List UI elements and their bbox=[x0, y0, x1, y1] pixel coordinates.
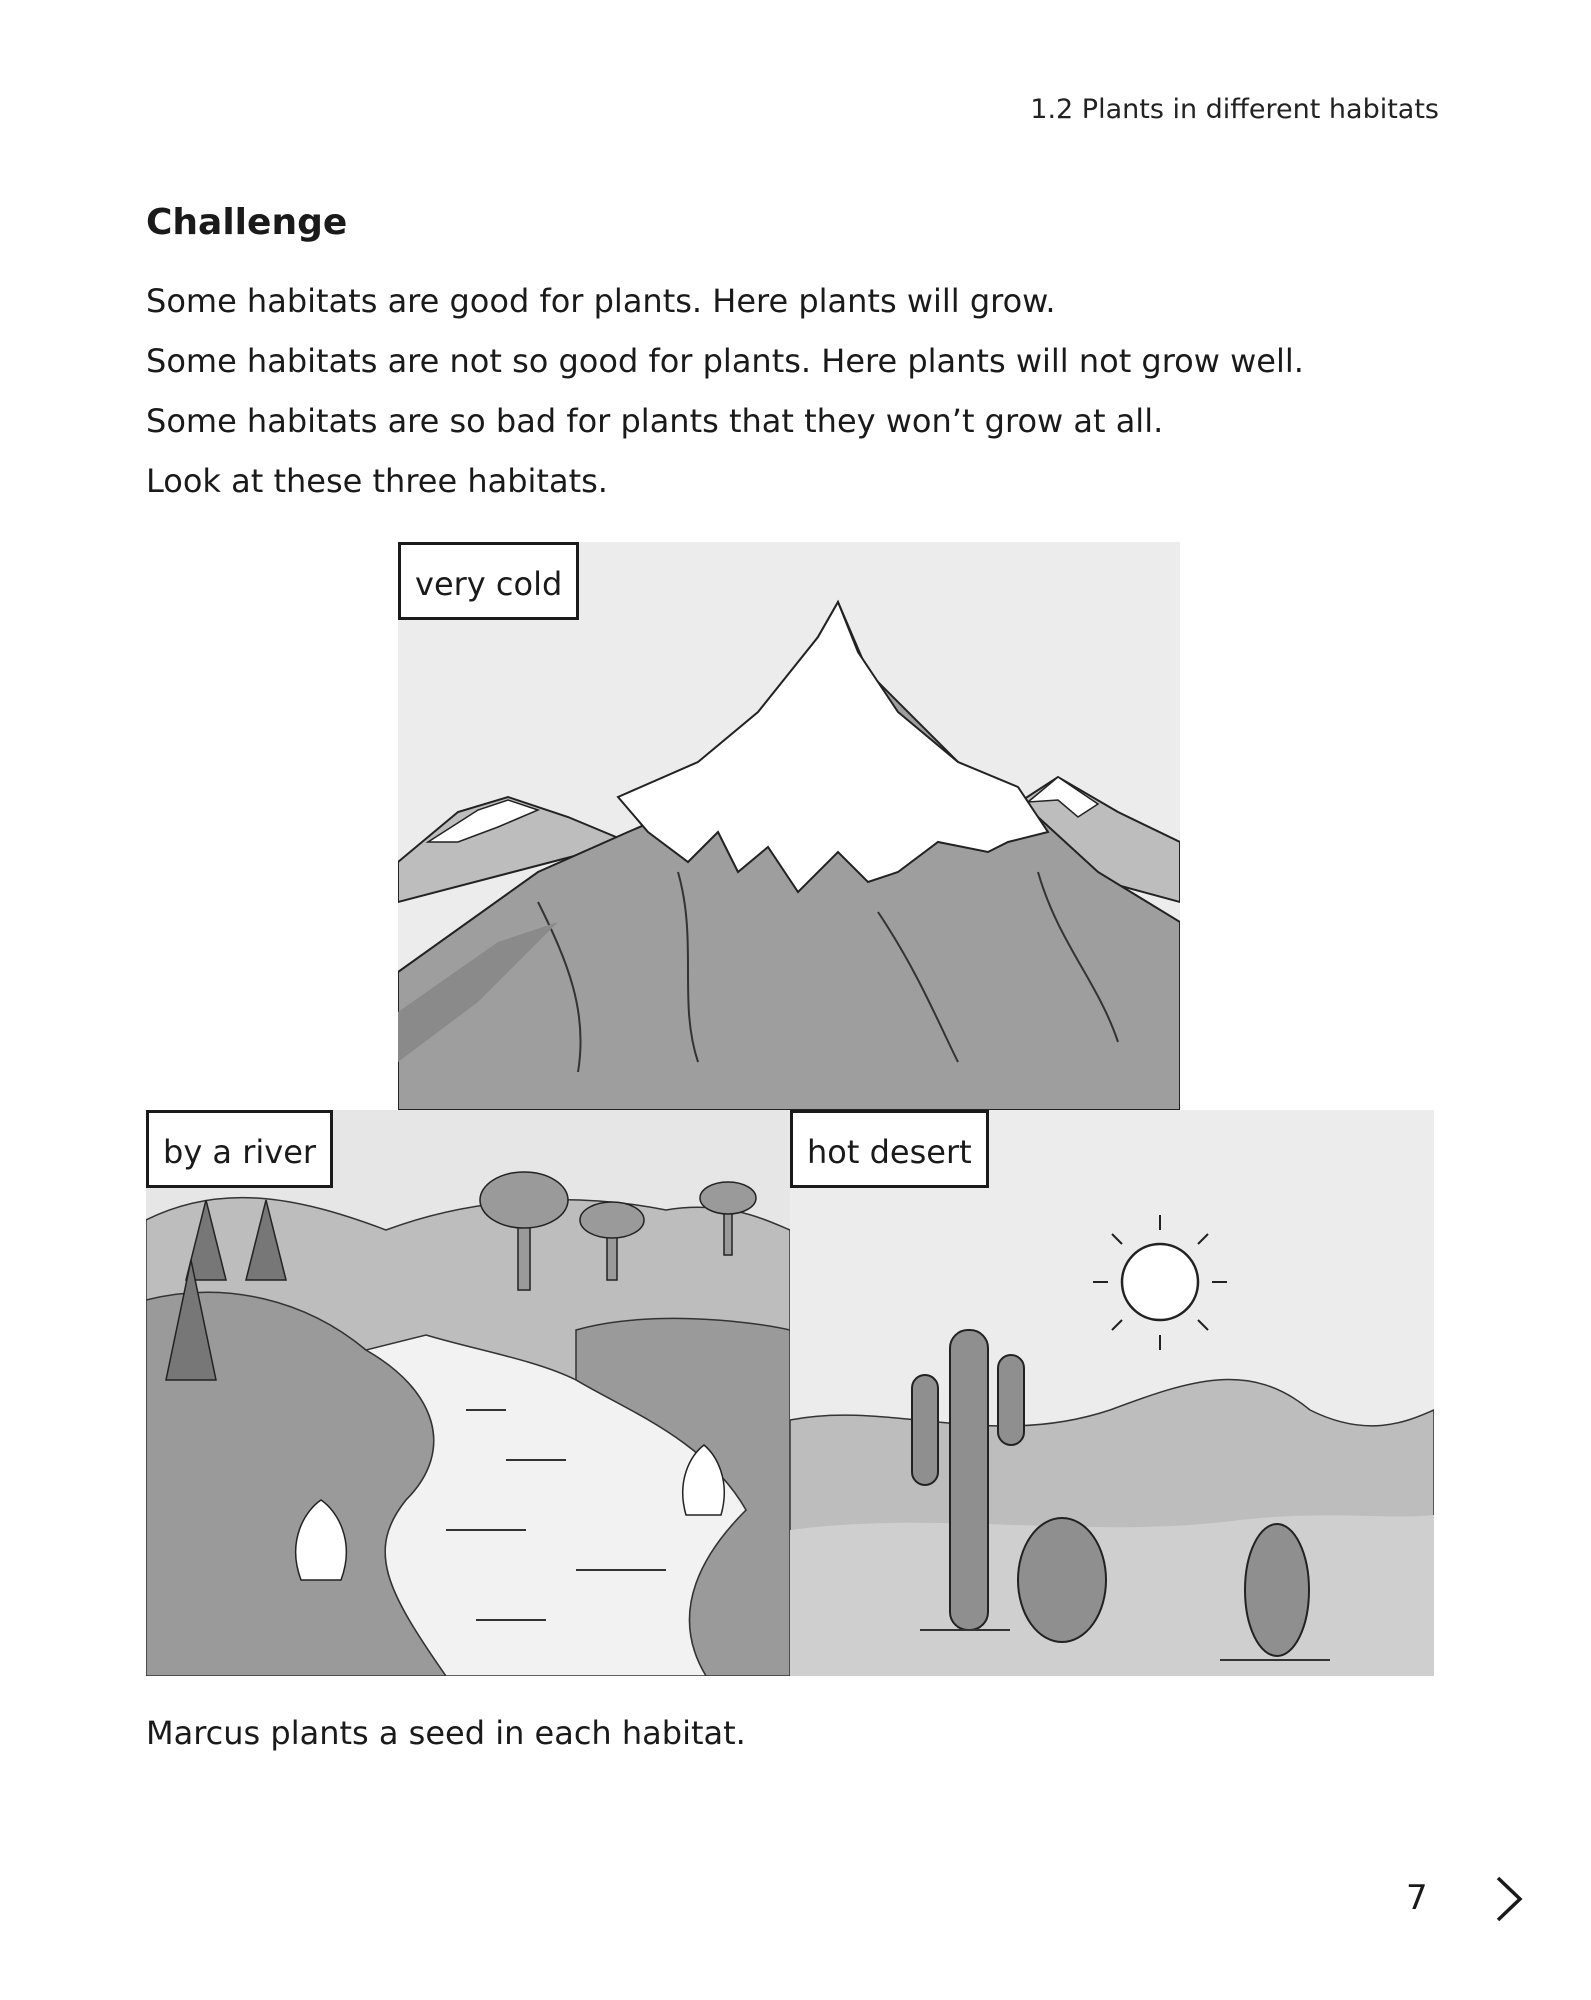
challenge-line-2: Some habitats are not so good for plants. Here plants will not grow well. bbox=[146, 342, 1304, 380]
page-number: 7 bbox=[1406, 1878, 1428, 1918]
running-head: 1.2 Plants in different habitats bbox=[1030, 94, 1439, 125]
by-a-river-label: by a river bbox=[146, 1110, 333, 1188]
challenge-line-3: Some habitats are so bad for plants that they won’t grow at all. bbox=[146, 402, 1164, 440]
challenge-heading: Challenge bbox=[146, 202, 348, 243]
challenge-line-4: Look at these three habitats. bbox=[146, 462, 608, 500]
hot-desert-label: hot desert bbox=[790, 1110, 989, 1188]
river-illustration bbox=[146, 1110, 790, 1676]
desert-illustration bbox=[790, 1110, 1434, 1676]
challenge-line-1: Some habitats are good for plants. Here plants will grow. bbox=[146, 282, 1056, 320]
very-cold-label: very cold bbox=[398, 542, 579, 620]
chevron-right-icon[interactable] bbox=[1492, 1874, 1526, 1924]
mountain-illustration bbox=[398, 542, 1180, 1110]
marcus-text: Marcus plants a seed in each habitat. bbox=[146, 1714, 746, 1752]
